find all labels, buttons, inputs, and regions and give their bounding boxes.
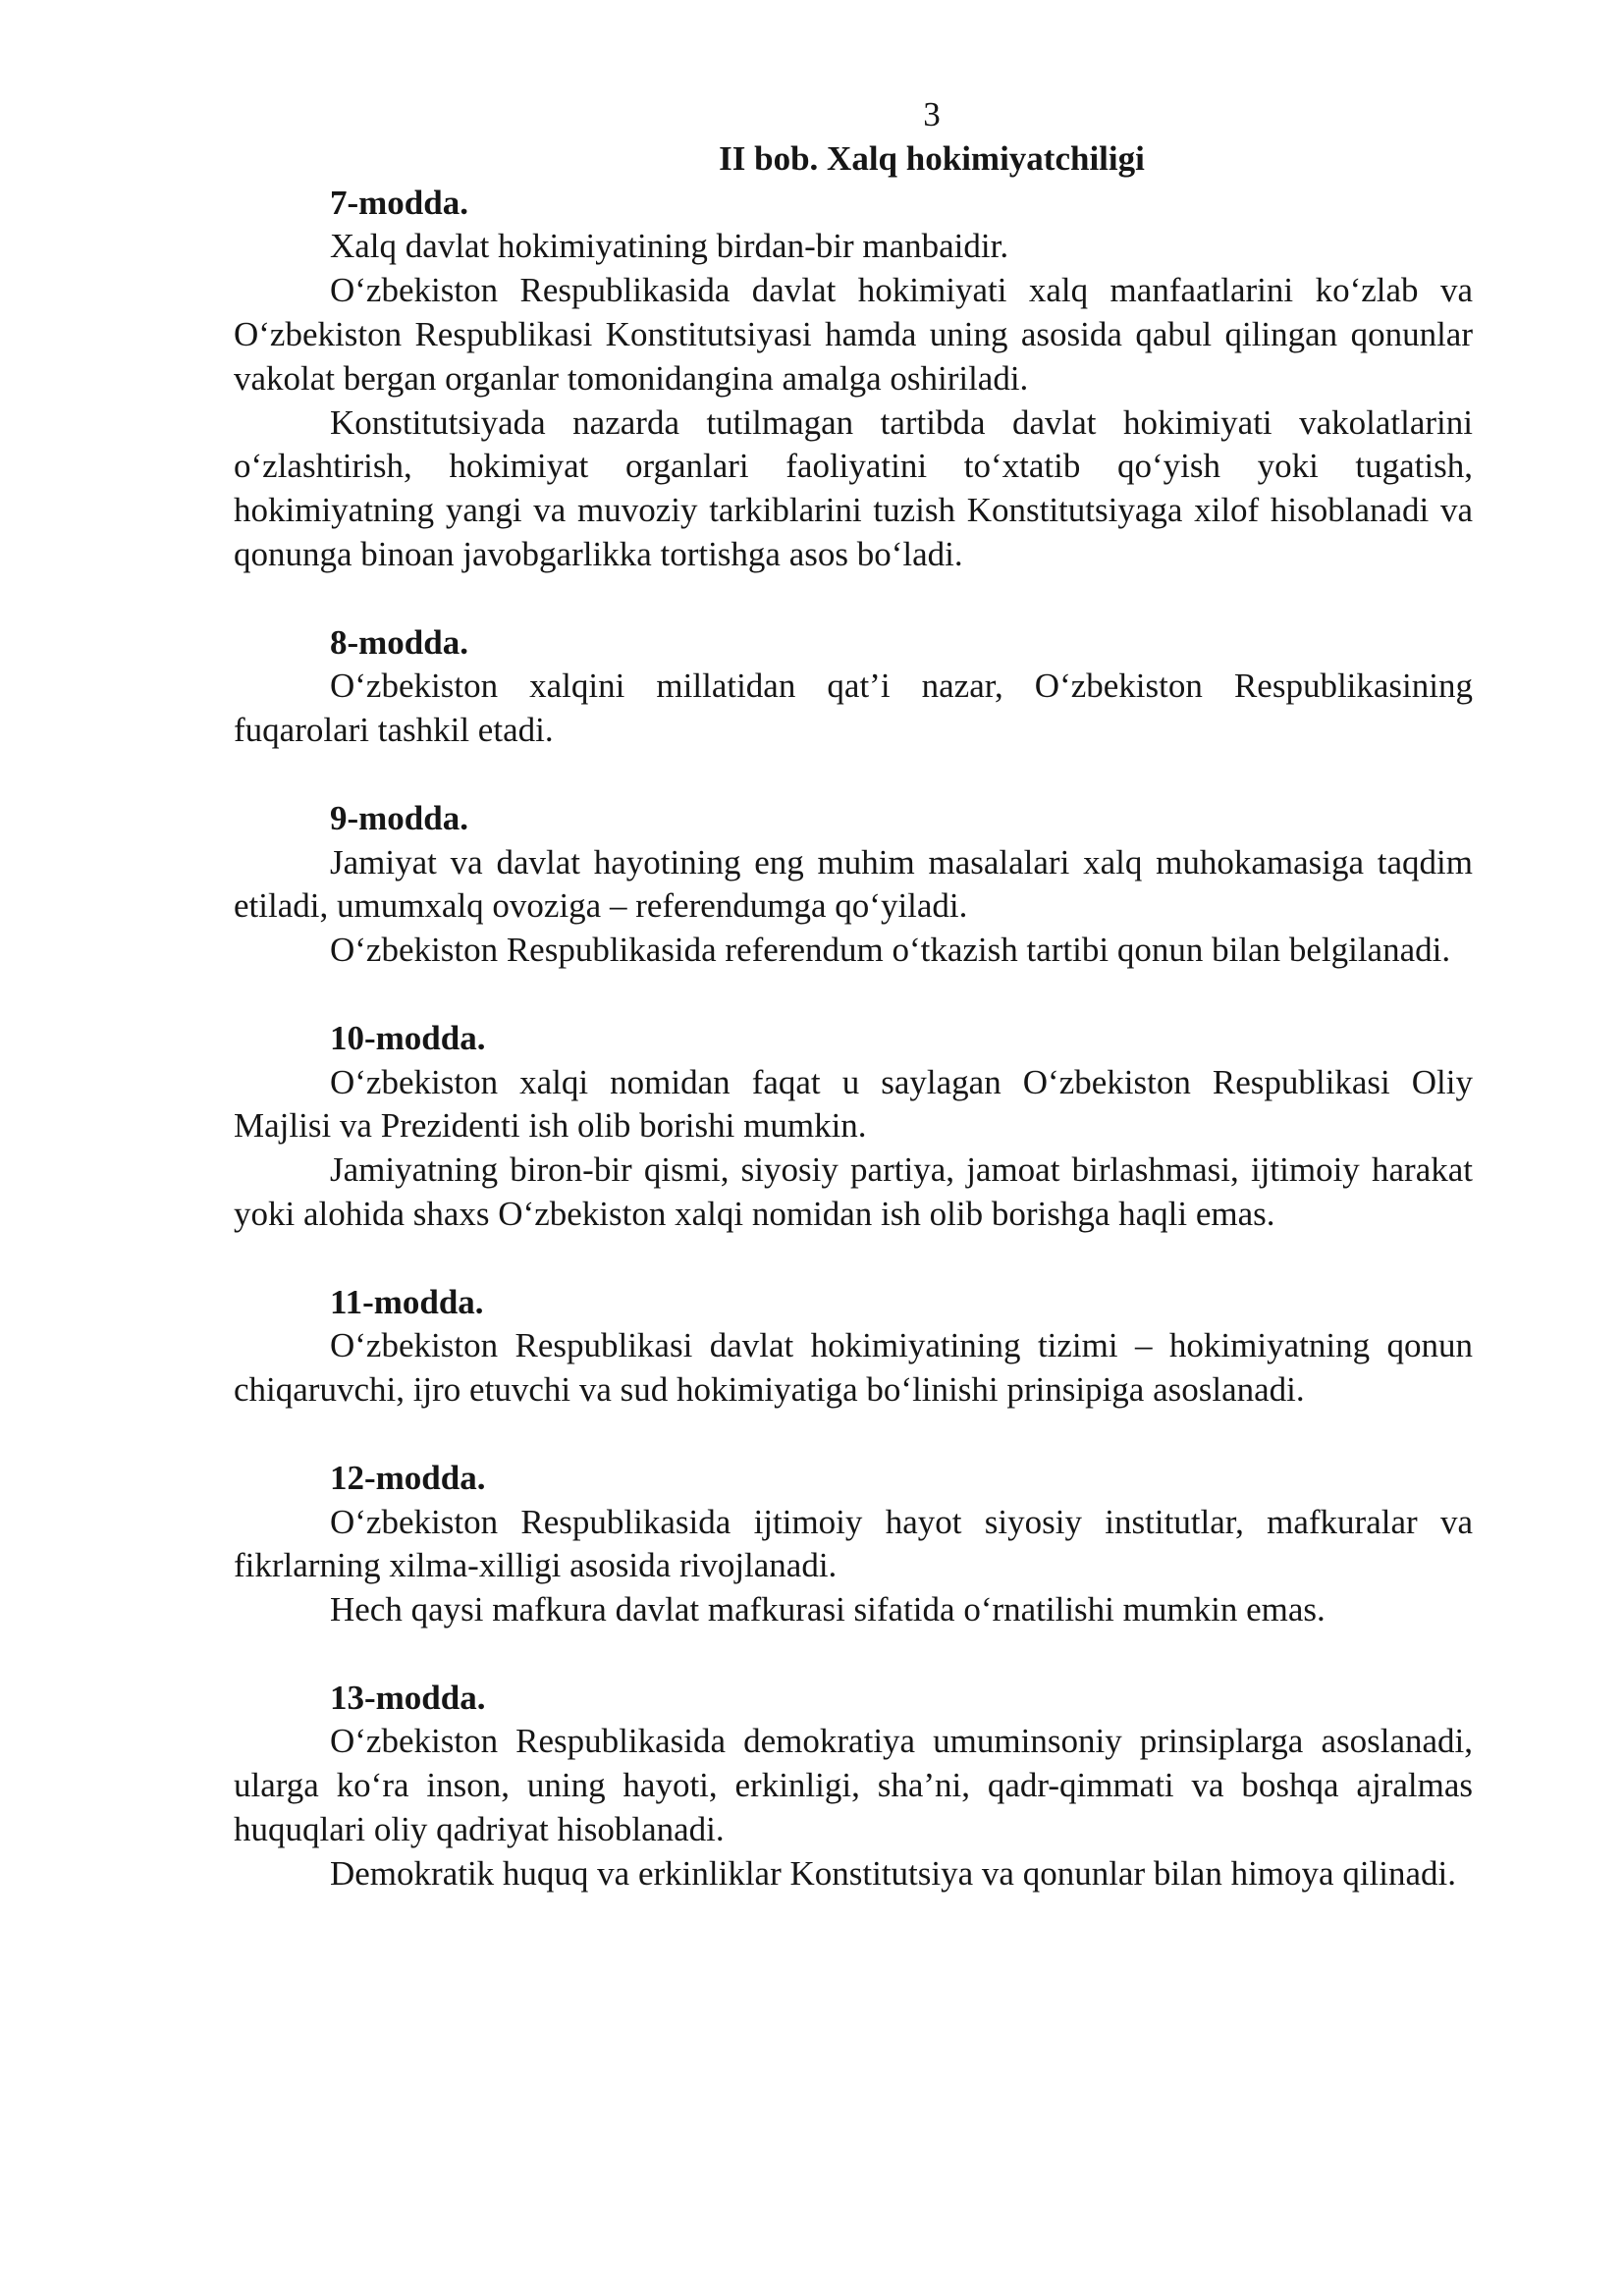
- document-page: [234, 93, 1473, 1940]
- article-paragraph: Xalq davlat hokimiyatining birdan-bir manbaidir.: [330, 227, 1009, 266]
- article-paragraph: O‘zbekiston Respublikasida davlat hokimiyati xalq manfaatlarini ko‘zlab va O‘zbekiston Respublikasi Konstitutsiyasi hamda uning asosida qabul qilingan qonunlar vakolat bergan organlar tomonidangina amalga oshiriladi.: [234, 271, 1473, 398]
- article-title: 11-modda.: [330, 1282, 484, 1321]
- chapter-title: II bob. Xalq hokimiyatchiligi: [719, 138, 1145, 178]
- article-7: [234, 182, 1473, 577]
- article-9: [234, 797, 1473, 973]
- article-paragraph: Jamiyat va davlat hayotining eng muhim masalalari xalq muhokamasiga taqdim etiladi, umumxalq ovoziga – referendumga qo‘yiladi.: [234, 842, 1473, 926]
- article-paragraph: O‘zbekiston xalqi nomidan faqat u saylagan O‘zbekiston Respublikasi Oliy Majlisi va Prezidenti ish olib borishi mumkin.: [234, 1062, 1473, 1146]
- article-title: 7-modda.: [330, 183, 468, 222]
- article-title: 10-modda.: [330, 1018, 486, 1057]
- article-8: [234, 621, 1473, 753]
- article-title: 9-modda.: [330, 798, 468, 837]
- article-paragraph: Jamiyatning biron-bir qismi, siyosiy partiya, jamoat birlashmasi, ijtimoiy harakat yoki alohida shaxs O‘zbekiston xalqi nomidan ish olib borishga haqli emas.: [234, 1150, 1473, 1233]
- article-title: 12-modda.: [330, 1458, 486, 1497]
- article-title: 13-modda.: [330, 1678, 486, 1717]
- article-title: 8-modda.: [330, 622, 468, 662]
- article-paragraph: O‘zbekiston xalqini millatidan qat’i nazar, O‘zbekiston Respublikasining fuqarolari tashkil etadi.: [234, 667, 1473, 750]
- page-number: 3: [923, 95, 941, 133]
- article-paragraph: Hech qaysi mafkura davlat mafkurasi sifatida o‘rnatilishi mumkin emas.: [330, 1590, 1326, 1629]
- article-11: [234, 1281, 1473, 1413]
- article-paragraph: Demokratik huquq va erkinliklar Konstitutsiya va qonunlar bilan himoya qilinadi.: [330, 1853, 1457, 1893]
- article-10: [234, 1017, 1473, 1237]
- article-paragraph: O‘zbekiston Respublikasida referendum o‘tkazish tartibi qonun bilan belgilanadi.: [330, 931, 1451, 970]
- article-paragraph: Konstitutsiyada nazarda tutilmagan tartibda davlat hokimiyati vakolatlarini o‘zlashtirish, hokimiyat organlari faoliyatini to‘xtatib qo‘yish yoki tugatish, hokimiyatning yangi va muvoziy tarkiblarini tuzish Konstitutsiyaga xilof hisoblanadi va qonunga binoan javobgarlikka tortishga asos bo‘ladi.: [234, 402, 1473, 573]
- article-paragraph: O‘zbekiston Respublikasida ijtimoiy hayot siyosiy institutlar, mafkuralar va fikrlarning xilma-xilligi asosida rivojlanadi.: [234, 1502, 1473, 1585]
- article-12: [234, 1457, 1473, 1632]
- article-13: [234, 1677, 1473, 1896]
- article-paragraph: O‘zbekiston Respublikasi davlat hokimiyatining tizimi – hokimiyatning qonun chiqaruvchi, ijro etuvchi va sud hokimiyatiga bo‘linishi prinsipiga asoslanadi.: [234, 1326, 1473, 1410]
- article-paragraph: O‘zbekiston Respublikasida demokratiya umuminsoniy prinsiplarga asoslanadi, ularga ko‘ra inson, uning hayoti, erkinligi, sha’ni, qadr-qimmati va boshqa ajralmas huquqlari oliy qadriyat hisoblanadi.: [234, 1722, 1473, 1849]
